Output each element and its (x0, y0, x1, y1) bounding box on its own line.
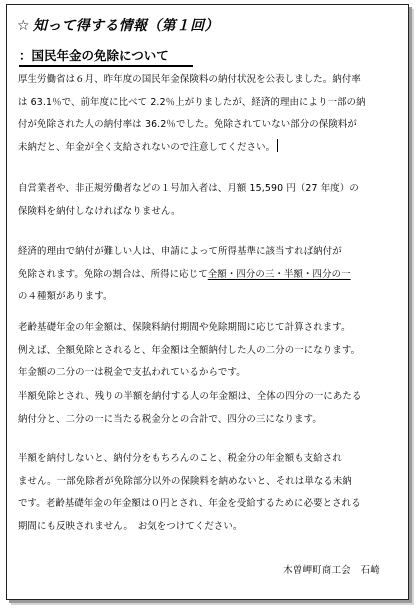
text-line: 経済的理由で納付が難しい人は、申請によって所得基準に該当すれば納付が (18, 246, 342, 257)
star-icon: ☆ (17, 18, 30, 34)
text-line: 納付分と、二分の一に当たる税金分との合計で、四分の三になります。 (18, 413, 322, 425)
text-line: の４種類があります。 (18, 291, 113, 303)
text-line: 半額を納付しないと、納付分をもちろんのこと、税金分の年金額も支給され (18, 453, 342, 464)
underlined-exemption-types: 全額・四分の三・半額・四分の一 (207, 268, 351, 280)
paragraph-2 (18, 178, 403, 223)
text-line-mixed (18, 264, 403, 287)
text-line: です。老齢基礎年金の年金額は０円とされ、年金を受給するために必要とされる (18, 498, 361, 510)
paragraph-5 (18, 386, 403, 431)
text-line: 免除されます。免除の割合は、所得に応じて (18, 268, 208, 280)
text-line: 付が免除された人の納付率は 36.2％でした。免除されていない部分の保険料が (18, 119, 357, 131)
text-line: 年金額の二分の一は税金で支払われているからです。 (18, 367, 246, 379)
text-line: 老齢基礎年金の年金額は、保険料納付期間や免除期間に応じて計算されます。 (18, 322, 351, 333)
text-line: ません。一部免除者が免除部分以外の保険料を納めないと、それは単なる未納 (18, 475, 352, 487)
text-cursor (277, 139, 278, 152)
text-line-with-caret (18, 137, 403, 160)
paragraph-4 (18, 317, 403, 385)
text-line: 自営業者や、非正規労働者などの１号加入者は、月額 15,590 円（27 年度）の (18, 183, 359, 194)
text-line: 保険料を納付しなければなりません。 (18, 205, 181, 217)
paragraph-6 (18, 448, 403, 538)
paragraph-1 (18, 69, 403, 159)
text-line: 期間にも反映されません。 お気をつけてください。 (18, 520, 243, 532)
section-heading: ：国民年金の免除について (19, 46, 193, 67)
text-line: は 63.1％で、前年度に比べて 2.2％上がりましたが、経済的理由により一部の納 (18, 96, 366, 108)
document-page (6, 4, 409, 600)
paragraph-3 (18, 241, 403, 309)
text-line: 例えば、全額免除とされると、年金額は全額納付した人の二分の一になります。 (18, 344, 361, 356)
text-line: 未納だと、年金が全く支給されないので注意してください。 (18, 141, 276, 153)
page-title (17, 15, 219, 35)
text-line: 半額免除とされ、残りの半額を納付する人の年金額は、全体の四分の一にあたる (18, 391, 362, 402)
text-line: 厚生労働省は６月、昨年度の国民年金保険料の納付状況を公表しました。納付率 (18, 74, 361, 85)
signature: 木曽岬町商工会 石崎 (283, 565, 380, 576)
page-title-text: 知って得する情報（第１回） (32, 18, 219, 34)
